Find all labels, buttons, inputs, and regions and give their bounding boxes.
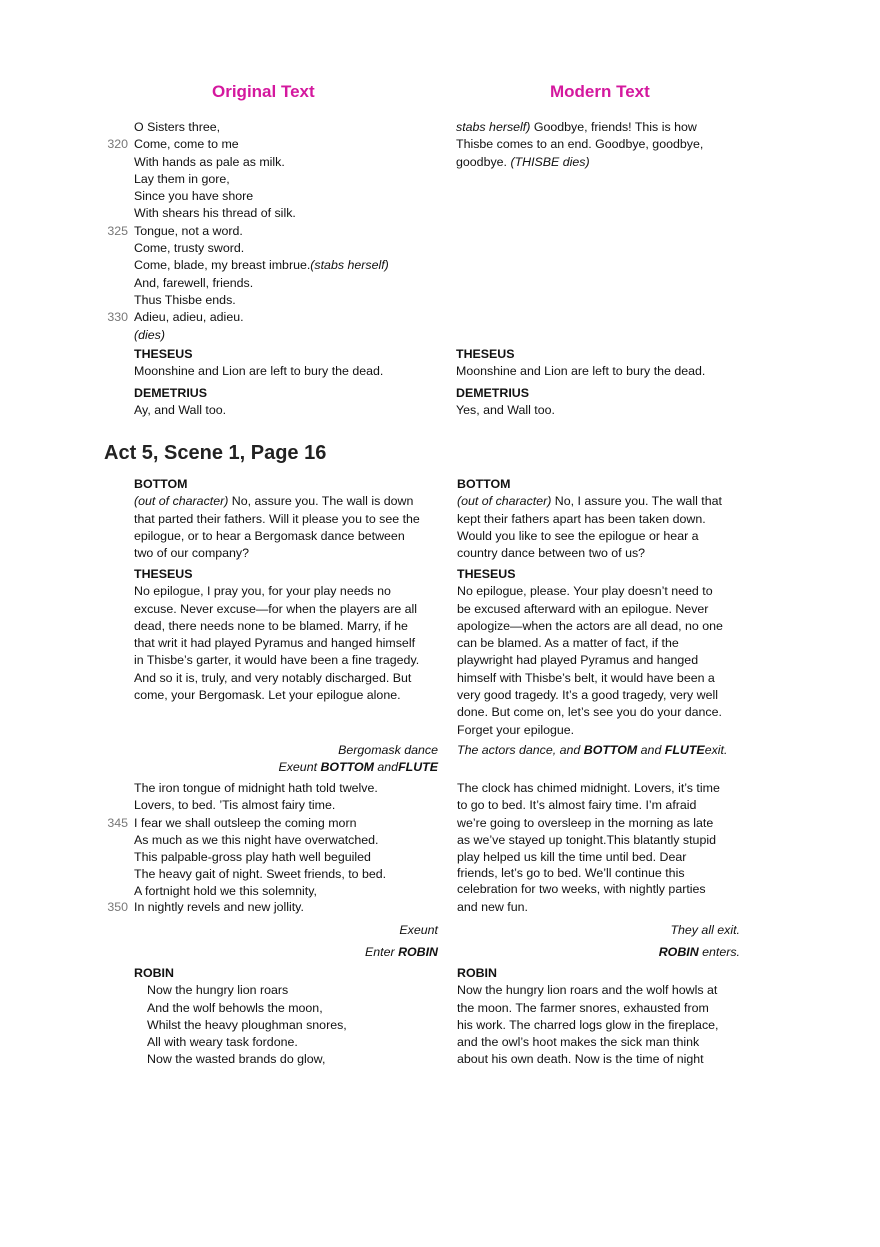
enter-direction: Enter ROBIN: [365, 945, 438, 959]
speaker-name: BOTTOM: [134, 477, 188, 491]
stage-direction: (dies): [134, 327, 165, 342]
verse-line: With hands as pale as milk.: [134, 154, 285, 169]
verse-line: Come, come to me: [134, 137, 239, 152]
verse-line: Adieu, adieu, adieu.: [134, 310, 244, 325]
theseus-modern-speech: THESEUS Moonshine and Lion are left to bury the dead.: [456, 347, 706, 379]
verse-line: Lay them in gore,: [134, 171, 230, 186]
bottom-modern-speech: BOTTOM (out of character) No, I assure you. The wall that kept their fathers apart has been taken down. Would you like to see the epilogue or hear a country dance between two of us?: [457, 477, 722, 561]
verse-line: Come, blade, my breast imbrue.(stabs herself): [134, 258, 389, 273]
verse-line: Tongue, not a word.: [134, 223, 243, 238]
original-text-header: Original Text: [212, 82, 315, 101]
speaker-name: BOTTOM: [457, 477, 511, 491]
line-number: 350: [107, 899, 128, 914]
verse-line: With shears his thread of silk.: [134, 206, 296, 221]
speaker-name: DEMETRIUS: [134, 386, 207, 400]
verse-line: O Sisters three,: [134, 120, 221, 134]
exit-modern-direction: They all exit.: [670, 923, 740, 937]
scene-title: Act 5, Scene 1, Page 16: [104, 442, 327, 464]
verse-line: Thus Thisbe ends.: [134, 292, 236, 307]
bottom-original-speech: BOTTOM (out of character) No, assure you. The wall is down that parted their fathers. Will it please you to see the epilogue, or to hear a Bergomask dance between two of our company?: [134, 477, 420, 561]
exeunt-direction: Exeunt: [399, 923, 438, 937]
top-modern-text: stabs herself) Goodbye, friends! This is how Thisbe comes to an end. Goodbye, goodbye, goodbye. (THISBE dies): [456, 120, 704, 169]
demetrius-original-speech: DEMETRIUS Ay, and Wall too.: [134, 386, 227, 418]
line-number: 320: [107, 137, 128, 152]
line-number: 345: [107, 815, 128, 830]
theseus-modern-speech-2: THESEUS No epilogue, please. Your play doesn’t need to be excused afterward with an epilogue. Never apologize—when the actors are all dead, no one can be blamed. As a matter of fact, if the playwright had played Pyramus and hanged himself with Thisbe’s belt, it would have been a very good tragedy. It’s a good tragedy, very well done. But come on, let’s see you do your dance. Forget your epilogue.: [457, 567, 723, 737]
demetrius-modern-speech: DEMETRIUS Yes, and Wall too.: [456, 386, 555, 418]
theseus-modern-speech-3: The clock has chimed midnight. Lovers, it’s time to go to bed. It’s almost fairy time. I’m afraid we’re going to oversleep in the morning as late as we’ve stayed up tonight.This blatantly stupid play helped us kill the time until bed. Dear friends, let’s go to bed. We’ll continue this celebration for two weeks, with nightly parties and new fun.: [457, 781, 720, 914]
robin-modern-speech: ROBIN Now the hungry lion roars and the wolf howls at the moon. The farmer snores, exhausted from his work. The charred logs glow in the fireplace, and the owl’s hoot makes the sick man think about his own death. Now is the time of night: [457, 966, 719, 1067]
enter-modern-direction: ROBIN enters.: [658, 945, 740, 959]
speaker-name: ROBIN: [134, 966, 174, 980]
theseus-original-verse-3: The iron tongue of midnight hath told twelve. Lovers, to bed. ’Tis almost fairy time. 345 I fear we shall outsleep the coming morn As much as we this night have overwatched. This palpable-gross play hath well beguiled The heavy gait of night. Sweet friends, to bed. A fortnight hold we this solemnity, 350 In nightly revels and new jollity.: [104, 780, 386, 916]
dance-stage-direction: Bergomask dance Exeunt BOTTOM andFLUTE: [278, 743, 438, 775]
speaker-name: THESEUS: [456, 347, 515, 361]
theseus-original-speech: THESEUS Moonshine and Lion are left to bury the dead.: [134, 347, 384, 379]
stage-direction: (stabs herself): [310, 258, 389, 273]
robin-original-speech: ROBIN Now the hungry lion roars And the wolf behowls the moon, Whilst the heavy ploughman snores, All with weary task fordone. Now the wasted brands do glow,: [134, 966, 347, 1067]
verse-line: Come, trusty sword.: [134, 241, 245, 256]
speaker-name: DEMETRIUS: [456, 386, 529, 400]
line-number: 325: [107, 223, 128, 238]
speaker-name: ROBIN: [457, 966, 497, 980]
line-number: 330: [107, 310, 128, 325]
speaker-name: THESEUS: [457, 567, 516, 581]
theseus-original-speech-2: THESEUS No epilogue, I pray you, for your play needs no excuse. Never excuse—for when the players are all dead, there needs none to be blamed. Marry, if he that writ it had played Pyramus and hanged himself in Thisbe’s garter, it would have been a fine tragedy. And so it is, truly, and very notably discharged. But come, your Bergomask. Let your epilogue alone.: [134, 567, 420, 703]
verse-line: And, farewell, friends.: [134, 275, 254, 290]
top-original-verse: [104, 119, 389, 344]
modern-text-header: Modern Text: [550, 82, 650, 101]
speaker-name: THESEUS: [134, 347, 193, 361]
speaker-name: THESEUS: [134, 567, 193, 581]
dance-modern-direction: The actors dance, and BOTTOM and FLUTEexit.: [457, 743, 728, 757]
verse-line: Since you have shore: [134, 189, 254, 204]
